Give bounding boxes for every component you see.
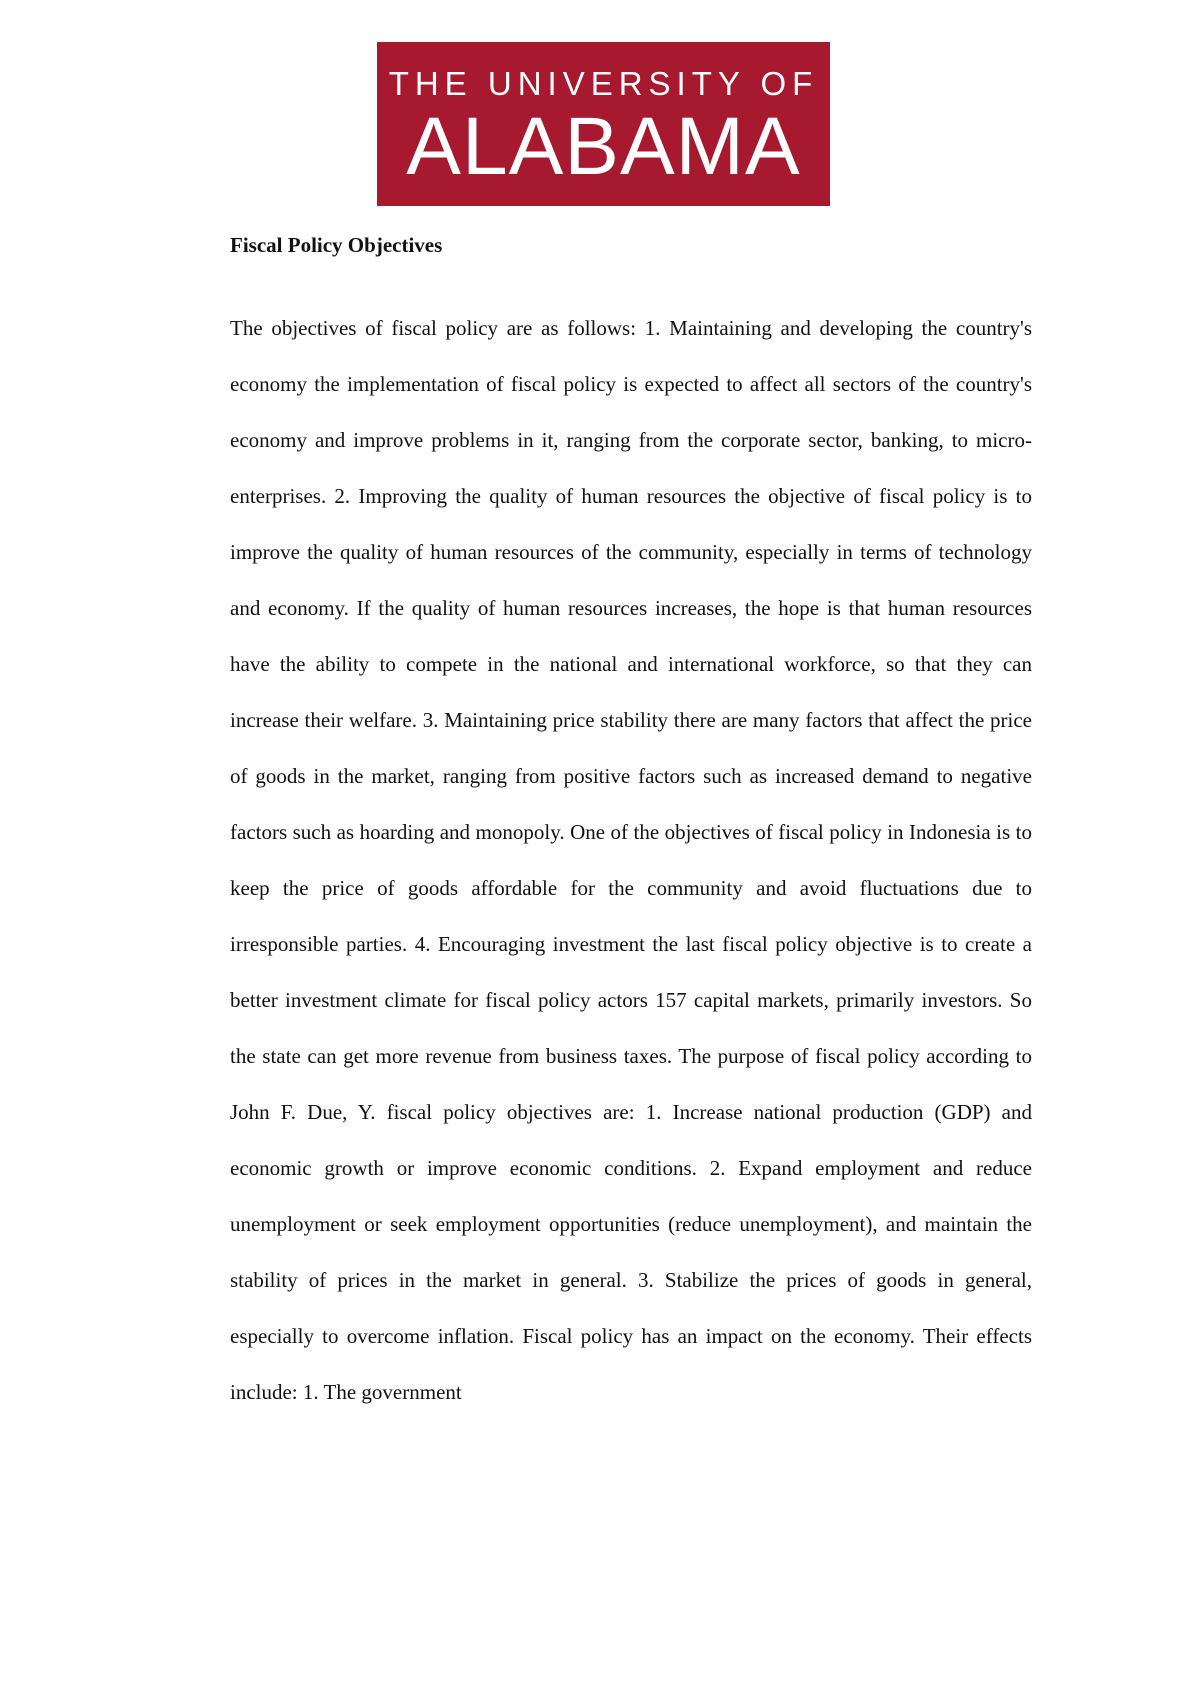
logo-line-university-of: THE UNIVERSITY OF [388, 64, 819, 102]
university-logo [377, 42, 830, 206]
document-title: Fiscal Policy Objectives [230, 233, 443, 257]
logo-line-alabama: ALABAMA [406, 100, 801, 192]
document-body: The objectives of fiscal policy are as follows: 1. Maintaining and developing the country's economy the implementation of fiscal policy is expected to affect all sectors of the country's economy and improve problems in it, ranging from the corporate sector, banking, to micro-enterprises. 2. Improving the quality of human resources the objective of fiscal policy is to improve the quality of human resources of the community, especially in terms of technology and economy. If the quality of human resources increases, the hope is that human resources have the ability to compete in the national and international workforce, so that they can increase their welfare. 3. Maintaining price stability there are many factors that affect the price of goods in the market, ranging from positive factors such as increased demand to negative factors such as hoarding and monopoly. One of the objectives of fiscal policy in Indonesia is to keep the price of goods affordable for the community and avoid fluctuations due to irresponsible parties. 4. Encouraging investment the last fiscal policy objective is to create a better investment climate for fiscal policy actors 157 capital markets, primarily investors. So the state can get more revenue from business taxes. The purpose of fiscal policy according to John F. Due, Y. fiscal policy objectives are: 1. Increase national production (GDP) and economic growth or improve economic conditions. 2. Expand employment and reduce unemployment or seek employment opportunities (reduce unemployment), and maintain the stability of prices in the market in general. 3. Stabilize the prices of goods in general, especially to overcome inflation. Fiscal policy has an impact on the economy. Their effects include: 1. The government [230, 316, 1032, 1404]
